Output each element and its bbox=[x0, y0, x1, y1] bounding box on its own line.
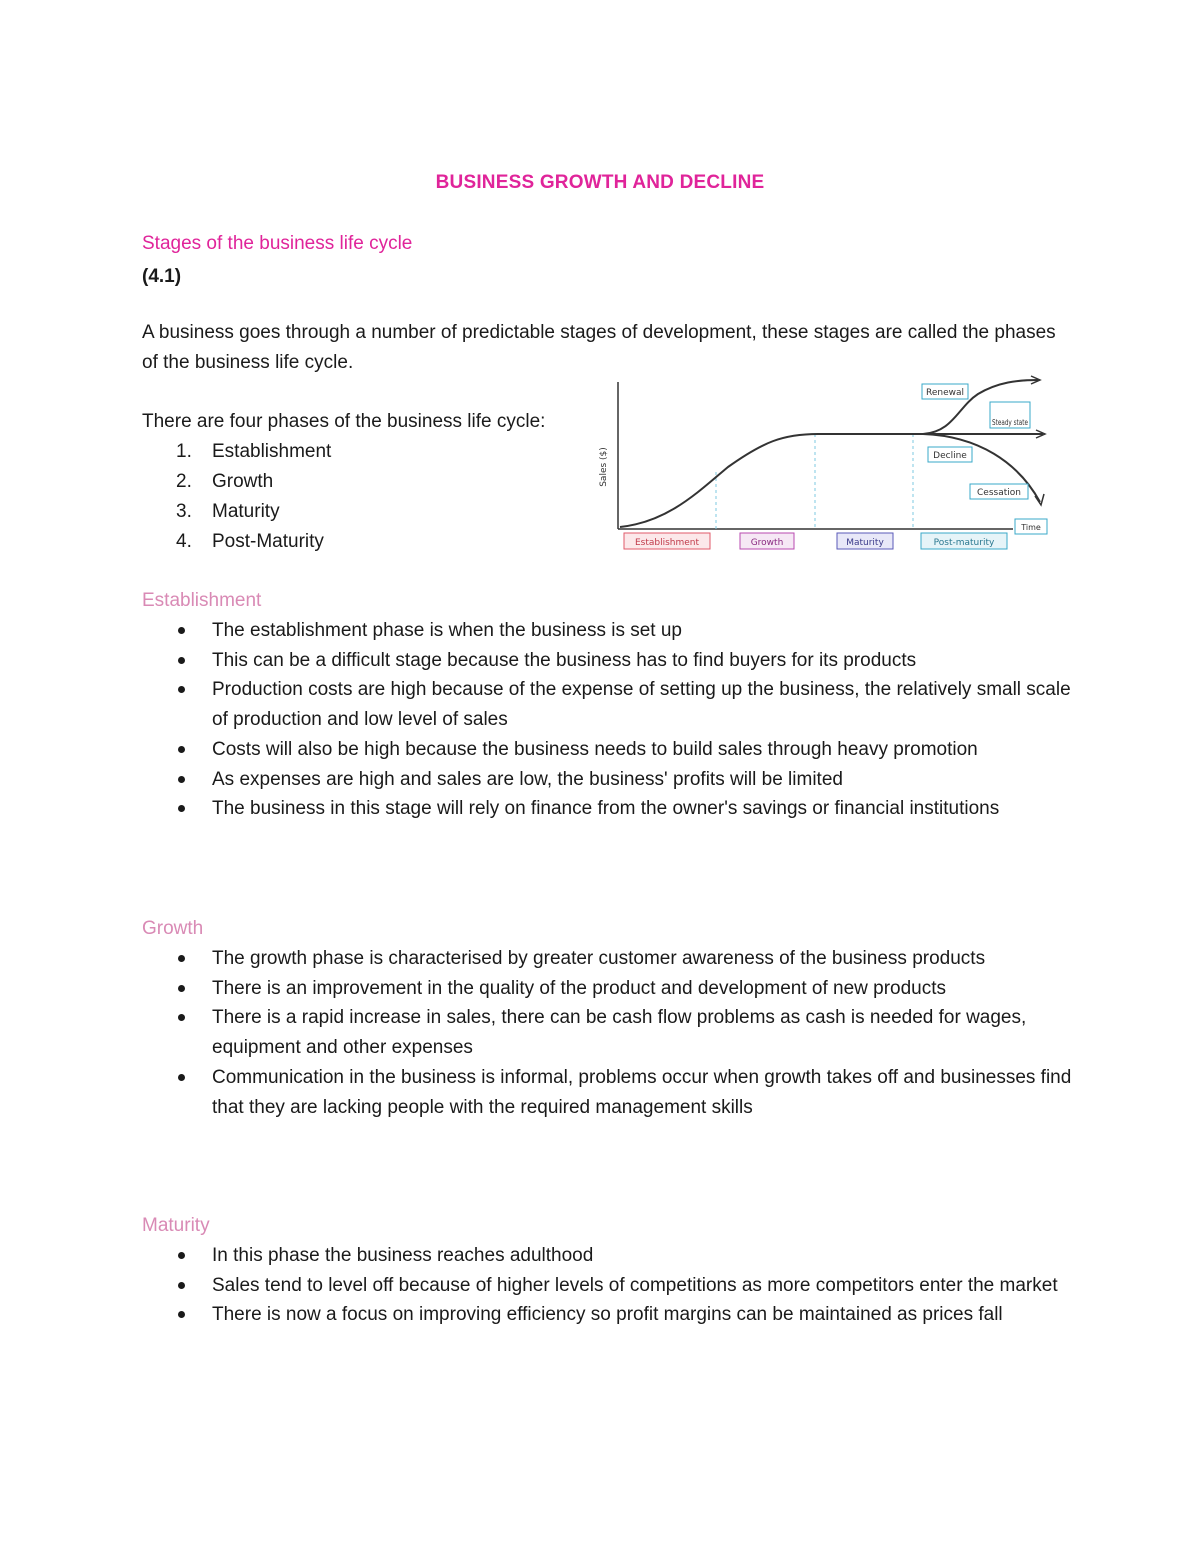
phase-label-maturity: Maturity bbox=[846, 538, 884, 548]
list-item: There is a rapid increase in sales, there can be cash flow problems as cash is needed for wages, equipment and other expenses bbox=[176, 1003, 1076, 1062]
growth-list bbox=[176, 944, 1076, 1122]
sales-curve bbox=[620, 434, 913, 527]
phases-intro: There are four phases of the business life cycle: bbox=[142, 411, 546, 432]
phase-label: Establishment bbox=[212, 441, 332, 462]
list-number: 4. bbox=[176, 531, 192, 552]
phase-label-growth: Growth bbox=[750, 538, 784, 548]
list-item: There is an improvement in the quality of the product and development of new products bbox=[176, 974, 1076, 1004]
intro-paragraph: A business goes through a number of predictable stages of development, these stages are called the phases of the business life cycle. bbox=[142, 322, 1056, 373]
list-item: Communication in the business is informal, problems occur when growth takes off and businesses find that they are lacking people with the required management skills bbox=[176, 1063, 1076, 1122]
list-item bbox=[176, 467, 331, 497]
phase-label-establishment: Establishment bbox=[634, 538, 700, 548]
growth-heading: Growth bbox=[142, 918, 204, 939]
renewal-label: Renewal bbox=[925, 388, 965, 398]
phase-label-post-maturity: Post-maturity bbox=[933, 538, 995, 548]
list-item bbox=[176, 527, 331, 557]
list-item: Production costs are high because of the expense of setting up the business, the relatively small scale of production and low level of sales bbox=[176, 675, 1076, 734]
list-item bbox=[176, 497, 331, 527]
list-item: There is now a focus on improving efficiency so profit margins can be maintained as prices fall bbox=[176, 1300, 1076, 1330]
establishment-list bbox=[176, 616, 1076, 824]
x-axis-label: Time bbox=[1021, 523, 1041, 532]
section-reference: (4.1) bbox=[142, 266, 182, 287]
list-item: The establishment phase is when the business is set up bbox=[176, 616, 1076, 646]
phase-label: Growth bbox=[212, 471, 274, 492]
list-number: 1. bbox=[176, 441, 192, 462]
phase-label: Post-Maturity bbox=[212, 531, 324, 552]
maturity-list bbox=[176, 1241, 1076, 1330]
list-number: 3. bbox=[176, 501, 192, 522]
establishment-heading: Establishment bbox=[142, 590, 262, 611]
list-item: Costs will also be high because the business needs to build sales through heavy promotion bbox=[176, 735, 1076, 765]
list-number: 2. bbox=[176, 471, 192, 492]
maturity-heading: Maturity bbox=[142, 1215, 210, 1236]
list-item: The business in this stage will rely on finance from the owner's savings or financial institutions bbox=[176, 794, 1076, 824]
list-item: In this phase the business reaches adulthood bbox=[176, 1241, 1076, 1271]
y-axis-label: Sales ($) bbox=[599, 447, 609, 487]
phases-list bbox=[176, 437, 331, 557]
section-heading: Stages of the business life cycle bbox=[142, 233, 413, 254]
list-item: Sales tend to level off because of higher levels of competitions as more competitors enter the market bbox=[176, 1271, 1076, 1301]
cessation-label: Cessation bbox=[977, 488, 1021, 498]
list-item bbox=[176, 437, 331, 467]
steady-state-label: Steady state bbox=[992, 418, 1029, 427]
list-item: The growth phase is characterised by greater customer awareness of the business products bbox=[176, 944, 1076, 974]
page-title: BUSINESS GROWTH AND DECLINE bbox=[435, 172, 765, 193]
list-item: As expenses are high and sales are low, the business' profits will be limited bbox=[176, 765, 1076, 795]
business-life-cycle-figure bbox=[578, 372, 1053, 557]
decline-label: Decline bbox=[933, 451, 967, 461]
phase-label: Maturity bbox=[212, 501, 280, 522]
list-item: This can be a difficult stage because the business has to find buyers for its products bbox=[176, 646, 1076, 676]
